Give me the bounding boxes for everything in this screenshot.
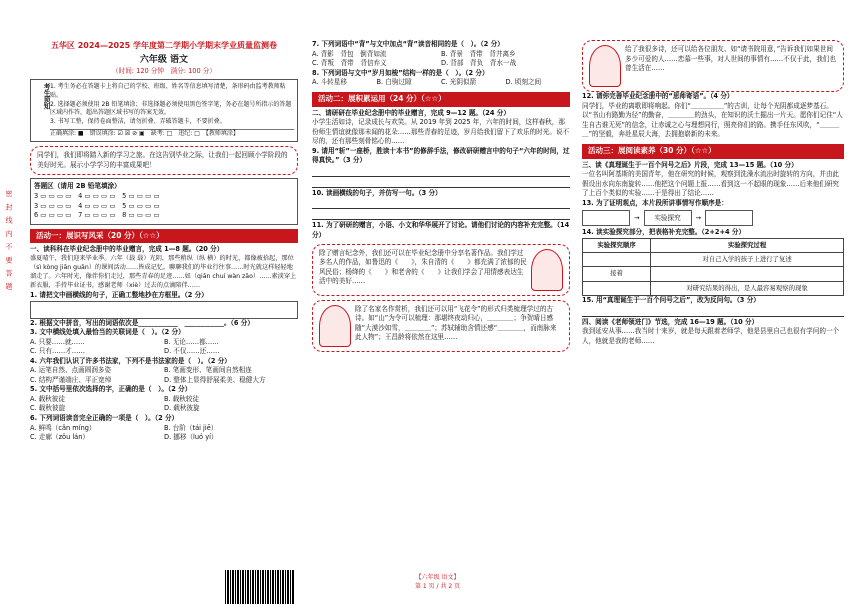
option[interactable]: C. 光阴似箭 <box>441 78 477 87</box>
question: 11. 为了研研的赠言，小语、小文和华华展开了讨论。请他们讨论的内容补充完整。（14 分） <box>312 221 570 239</box>
question: 一、读科科在毕业纪念册中的毕业赠言，完成 1—8 题。（20 分） <box>30 245 224 254</box>
flow-step[interactable] <box>582 210 630 226</box>
dialog-box <box>312 244 570 296</box>
option[interactable]: C. 背叛 背带 背信弃义 <box>312 59 387 68</box>
answer-row[interactable]: 3 ▭ ▭ ▭ ▭ 4 ▭ ▭ ▭ ▭ 5 ▭ ▭ ▭ ▭ <box>34 191 160 200</box>
fill-example: 正确填涂: ■ 错误填涂: ☑ ☒ ⊘ ▣ 缺考: □ 违纪: □ 【教师填涂】 <box>50 129 294 139</box>
question: 四、阅读《老师领进门》节选，完成 16—19 题。（10 分） <box>582 317 759 326</box>
option[interactable]: D. 挪移（luó yí） <box>164 433 218 442</box>
option[interactable]: C. 载秋彼旋 <box>30 404 66 413</box>
passage: 一位名叫阿基斯的美国青年，他在研究的时候，观察到洗澡水流出时旋转的方向，并由此假设出水向东南旋转……他把这个问题上报……看到这一不起眼的现象……后来他们研究了上百个类似的实验……于是得出了结论…… <box>582 170 840 198</box>
table-cell[interactable] <box>583 281 651 295</box>
option[interactable]: D. 整体上显得舒展柔美、稳健大方 <box>164 375 266 384</box>
table-cell[interactable] <box>651 267 844 281</box>
activity-2-banner: 活动二：展积累运用（24 分）（☆☆） <box>312 92 570 107</box>
notice-item: 3. 书写工整，保持卷面整洁，请勿折叠、弄破答题卡，不要折叠。 <box>50 117 226 125</box>
question: 13. 为了证明观点，本片段所讲事情写作顺序是： <box>582 198 728 207</box>
option[interactable]: A. 只要……就…… <box>30 337 85 346</box>
intro-box <box>30 146 298 175</box>
table-row <box>583 267 844 281</box>
intro-text: 同学们，我们即将踏入新的学习之旅。在这告别毕业之际，让我们一起回顾小学阶段的美好时光。展示小学学习的丰富成果吧！ <box>37 151 288 169</box>
option[interactable]: C. 结构严谨端庄、平正宽绰 <box>30 375 112 384</box>
table-cell: 对研究结果的得出，是人最容易观察的现象 <box>651 281 844 295</box>
answer-area <box>30 178 298 224</box>
dialog-text: 给了我很多诗，还可以给各位朋友、如“请书院用意，”告诉我们如果世间多少可爱的人……恋慕一些事，对人世间的事情有……不仅于此，我们也曾生活在…… <box>625 45 836 73</box>
answer-row[interactable]: 3 ▭ ▭ ▭ ▭ 4 ▭ ▭ ▭ ▭ 5 ▭ ▭ ▭ ▭ <box>34 201 160 210</box>
dialog-text: 除了名家名作赏析，我们还可以用“飞花令”的形式归类梳理学过的古诗。如“山”为令可以梳理：那堪终夜动归心，＿＿＿＿；争贺晴日感随“大漠沙如雪，＿＿＿＿”；苏轼辅助含情还感“＿＿＿＿，而南脉来此人物”；王昌龄将依然在这里…… <box>355 304 557 342</box>
option[interactable]: B. 台阶（tái jiē） <box>164 423 218 432</box>
flow-step[interactable] <box>705 210 753 226</box>
question: 6. 下列词语读音完全正确的一项是（ ）。（2 分） <box>30 413 179 422</box>
student-figure-icon <box>319 305 351 347</box>
question: 二、请研研在毕业纪念册中的毕业赠言，完成 9—12 题。（24 分） <box>312 108 510 117</box>
table-row <box>583 281 844 295</box>
option[interactable]: C. 走廊（zǒu lán） <box>30 433 89 442</box>
question: 3. 文中横线处填入最恰当的关联词是（ ）。（2 分） <box>30 328 185 337</box>
option[interactable]: D. 背部 背负 背水一战 <box>441 59 517 68</box>
passage: 小学生活如诗，记录成长与欢笑。从 2019 年到 2025 年，六年的时间，这样春秋，那份师生情谊就像那未闻的花朵……那些青春的足迹，岁月给我们留下了欢乐的时光。说不尽的，还有那些刻骨铭心的…… <box>312 118 570 146</box>
option[interactable]: B. 白驹过隙 <box>376 78 412 87</box>
option[interactable]: D. 不仅……还…… <box>164 347 220 356</box>
passage: 盛夏晴午，我们迎来毕业季。六年（载 载）光阴，那些稍纵（纵 横）的时光，都像被拾起，那位（sì kòng jiān guān）的课间活动……皆成记忆。聊聊我们的毕业行往事……时光就这样轻轻地溜走了。六年时光，像伴你们走过，那些青春的足迹……如（qiān chuí wàn zāo）……素淡穿上新衣服，手持毕业证书，感谢老师（xiè）过去的点滴陪伴…… <box>30 255 297 289</box>
student-figure-icon <box>589 45 621 87</box>
answer-line[interactable] <box>312 167 570 177</box>
table-cell: 接着 <box>583 267 651 281</box>
answer-box[interactable] <box>30 301 298 319</box>
question: 15. 用“真理诞生于一百个问号之后”，改为反问句。（3 分） <box>582 296 760 305</box>
question: 10. 读画横线的句子，并仿写一句。（3 分） <box>312 188 442 197</box>
question: 7. 下列词语中“背”与文中加点“背”读音相同的是（ ）。（2 分） <box>312 40 504 48</box>
option[interactable]: B. 背景 背带 背井离乡 <box>441 49 516 58</box>
notice-item: 2. 选择题必须使用 2B 铅笔填涂；非选择题必须使用黑色签字笔，务必在题号所指示的答题区域内作答，超出答题区域书写的答案无效。 <box>50 100 292 117</box>
option[interactable]: D. 顷刻之间 <box>505 78 542 87</box>
passage: 同学们，毕业的离歌即将响起。你们“＿＿＿＿＿”的古训，让每个光阴都成逐梦基石。以“书山有路勤为径”的勤奋，＿＿＿＿的劲头，在知识的沃土掘出一片天。愿你们记住“人生自古谁无死”的信念，让赤诚之心与理想同行，照亮你们的路。携手任东风吹，“＿＿＿＿”的坚毅，奔赴星辰大海，去拥抱崭新的未来。 <box>582 101 843 139</box>
dialog-text: 除了赠言纪念外，我们还可以在毕业纪念册中分享名著作品。我们学过多名人的作品，如鲁迅的《 》，朱自清的《 》都充满了浓郁的民风民俗；杨绛的《 》和老舍的《 》让我们学会了用情感表达生活中的美好…… <box>319 248 527 286</box>
question: 9. 请用“斩”一座桥，胜读十本书”的修辞手法，修改研研赠言中的句子“六年的时间，过得真快。”（3 分） <box>312 146 570 165</box>
dialog-box <box>312 300 570 352</box>
option[interactable]: B. 载秋较徒 <box>164 394 200 403</box>
question: 2. 根据文中拼音，写出的词语依次是____________ ____________。（6 分） <box>30 318 254 327</box>
flow-step: 实验探究 <box>644 210 692 226</box>
answer-row[interactable]: 6 ▭ ▭ ▭ ▭ 7 ▭ ▭ ▭ ▭ 8 ▭ ▭ ▭ ▭ <box>34 211 160 220</box>
option[interactable]: A. 背影 背包 倒背如流 <box>312 49 387 58</box>
option[interactable]: B. 无论……都…… <box>164 337 219 346</box>
table-cell: 对自己入学的孩子上进行了复述 <box>651 253 844 267</box>
table-header: 实验探究顺序 <box>583 238 651 252</box>
answer-line[interactable] <box>312 210 570 220</box>
table-header: 实验探究过程 <box>651 238 844 252</box>
option[interactable]: C. 只有……才…… <box>30 347 85 356</box>
question: 1. 请把文中画横线的句子，正确工整地抄在方框里。（2 分） <box>30 290 208 299</box>
activity-3-banner: 活动三：展阅读素养（30 分）（☆☆） <box>582 144 844 159</box>
exam-subject: 六年级 语文 <box>139 54 189 65</box>
exam-title: 五华区 2024—2025 学年度第二学期小学期末学业质量监测卷 <box>50 41 278 50</box>
answer-line[interactable] <box>312 178 570 188</box>
answer-line[interactable] <box>312 199 570 209</box>
footer-subject: 【六年级 语文】 <box>415 574 460 581</box>
option[interactable]: A. 鲜鸣（cǎn míng） <box>30 423 96 432</box>
page-footer <box>415 572 460 590</box>
question: 4. 六年我们认识了许多书法家，下列不是书法家的是（ ）。（2 分） <box>30 356 231 365</box>
question: 8. 下列词语与文中“岁月如梭”结构一样的是（ ）。（2 分） <box>312 68 489 77</box>
footer-page: 第 1 页 / 共 2 页 <box>415 583 461 590</box>
table-cell[interactable] <box>583 253 651 267</box>
activity-1-banner: 活动一：展识写风采（20 分）（☆☆） <box>30 229 298 244</box>
answer-line[interactable] <box>582 307 844 317</box>
exam-meta: （时间: 120 分钟 满分: 100 分） <box>112 66 216 75</box>
option[interactable]: A. 运笔自然、点画圆润多姿 <box>30 366 112 375</box>
barcode <box>225 570 295 604</box>
question: 12. 请你完善毕业纪念册中的“思师寄语”。（4 分） <box>582 92 734 100</box>
passage: 我到延安从事……我当时十来岁，就是每天跟着老师学，他是县里自己也很有学问的一个人，他就是我的老师…… <box>582 327 840 345</box>
notice-box <box>30 79 298 142</box>
option[interactable]: A. 载秋彼徒 <box>30 394 65 403</box>
experiment-table <box>582 238 844 296</box>
option[interactable]: B. 笔画变形、笔画间自然相连 <box>164 366 252 375</box>
question: 三、读《真理诞生于一百个问号之后》片段，完成 13—15 题。（10 分） <box>582 160 798 169</box>
dialog-box <box>582 40 844 92</box>
option[interactable]: A. 斗转星移 <box>312 78 347 87</box>
table-row <box>583 253 844 267</box>
question: 14. 读实验探究部分，把表格补充完整。（2+2+4 分） <box>582 228 746 237</box>
question: 5. 文中括号里依次选择的字，正确的是（ ）。（2 分） <box>30 385 192 394</box>
answer-area-label: 答题区（请用 2B 铅笔填涂） <box>34 182 121 191</box>
seal-line-notice: 密 封 线 内 不 要 答 题 <box>5 190 13 292</box>
student-figure-icon <box>531 249 563 291</box>
notice-label: 考生须知 <box>42 83 50 110</box>
option[interactable]: D. 载秋彼旋 <box>164 404 200 413</box>
flow-steps: → 实验探究 → <box>582 210 844 226</box>
notice-item: 1. 考生务必在答题卡上将自己的学校、班级、姓名等信息填写清楚，条形码由监考教师粘贴。 <box>50 83 286 99</box>
